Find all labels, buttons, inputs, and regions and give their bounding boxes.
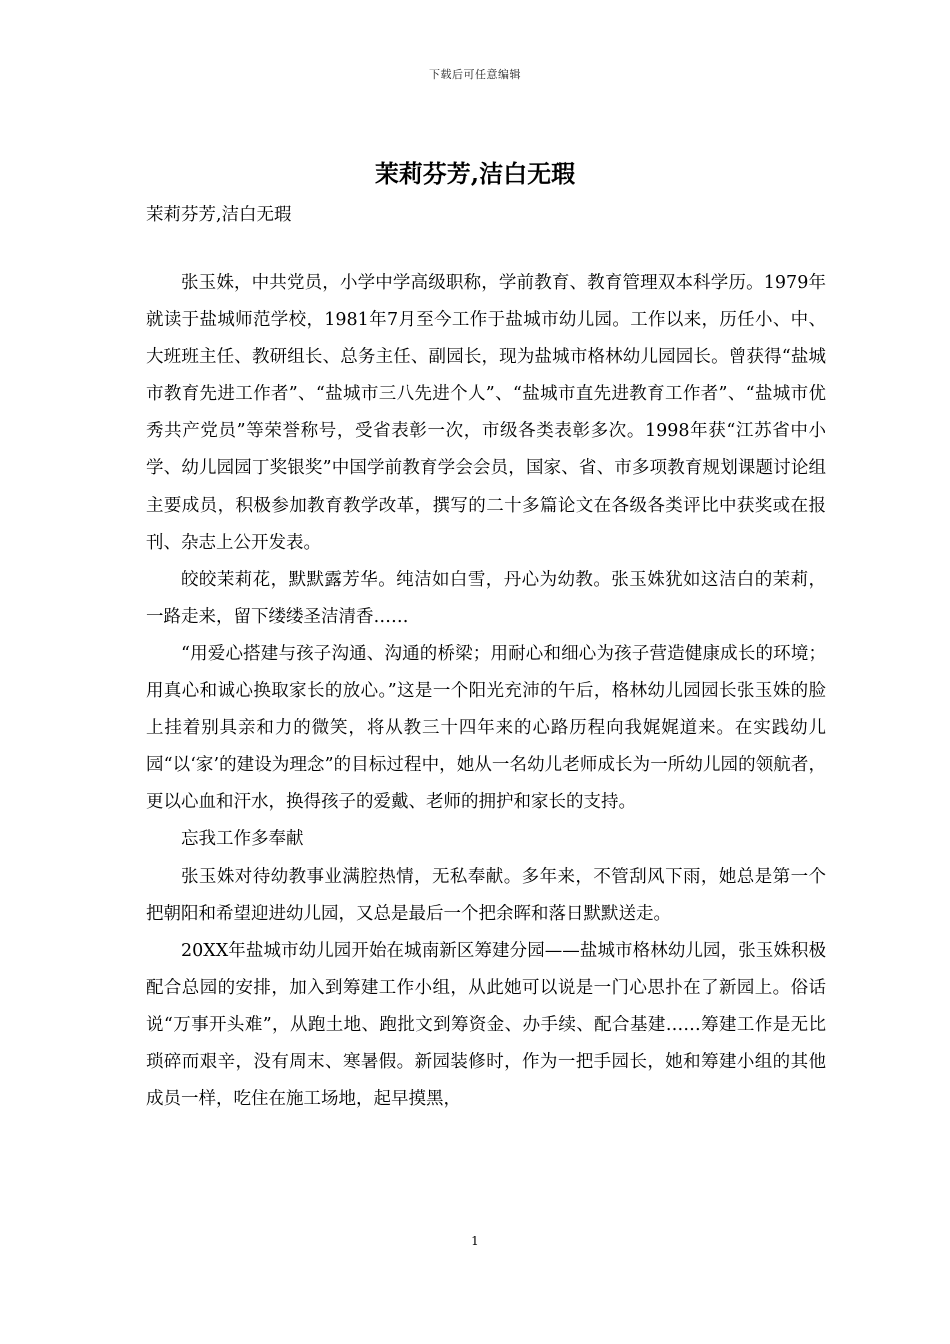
- paragraph-intro: 皎皎茉莉花，默默露芳华。纯洁如白雪，丹心为幼教。张玉姝犹如这洁白的茉莉，一路走来，留下缕缕圣洁清香……: [146, 569, 826, 627]
- section-heading: 忘我工作多奉献: [181, 829, 304, 850]
- paragraph-quote: “用爱心搭建与孩子沟通、沟通的桥梁；用耐心和细心为孩子营造健康成长的环境；用真心和诚心换取家长的放心。”这是一个阳光充沛的午后，格林幼儿园园长张玉姝的脸上挂着别具亲和力的微笑，将从教三十四年来的心路历程向我娓娓道来。在实践幼儿园“以‘家’的建设为理念”的目标过程中，她从一名幼儿老师成长为一所幼儿园的领航者，更以心血和汗水，换得孩子的爱戴、老师的拥护和家长的支持。: [146, 643, 826, 813]
- paragraph-new-campus: 20XX年盐城市幼儿园开始在城南新区筹建分园——盐城市格林幼儿园，张玉姝积极配合总园的安排，加入到筹建工作小组，从此她可以说是一门心思扑在了新园上。俗话说“万事开头难”，从跑土地、跑批文到筹资金、办手续、配合基建……筹建工作是无比琐碎而艰辛，没有周末、寒暑假。新园装修时，作为一把手园长，她和筹建小组的其他成员一样，吃住在施工场地，起早摸黑，: [146, 940, 826, 1110]
- paragraph-dedication: 张玉姝对待幼教事业满腔热情，无私奉献。多年来，不管刮风下雨，她总是第一个把朝阳和希望迎进幼儿园，又总是最后一个把余晖和落日默默送走。: [146, 866, 826, 924]
- document-subtitle: 茉莉芬芳,洁白无瑕: [146, 205, 292, 225]
- header-note: 下载后可任意编辑: [429, 68, 521, 81]
- document-title: 茉莉芬芳,洁白无瑕: [374, 159, 576, 188]
- document-body: [146, 265, 826, 1118]
- paragraph-biography: 张玉姝，中共党员，小学中学高级职称，学前教育、教育管理双本科学历。1979年就读于盐城师范学校，1981年7月至今工作于盐城市幼儿园。工作以来，历任小、中、大班班主任、教研组长、总务主任、副园长，现为盐城市格林幼儿园园长。曾获得“盐城市教育先进工作者”、“盐城市三八先进个人”、“盐城市直先进教育工作者”、“盐城市优秀共产党员”等荣誉称号，受省表彰一次，市级各类表彰多次。1998年获“江苏省中小学、幼儿园园丁奖银奖”中国学前教育学会会员，国家、省、市多项教育规划课题讨论组主要成员，积极参加教育教学改革，撰写的二十多篇论文在各级各类评比中获奖或在报刊、杂志上公开发表。: [146, 273, 826, 553]
- page-number: 1: [471, 1234, 479, 1248]
